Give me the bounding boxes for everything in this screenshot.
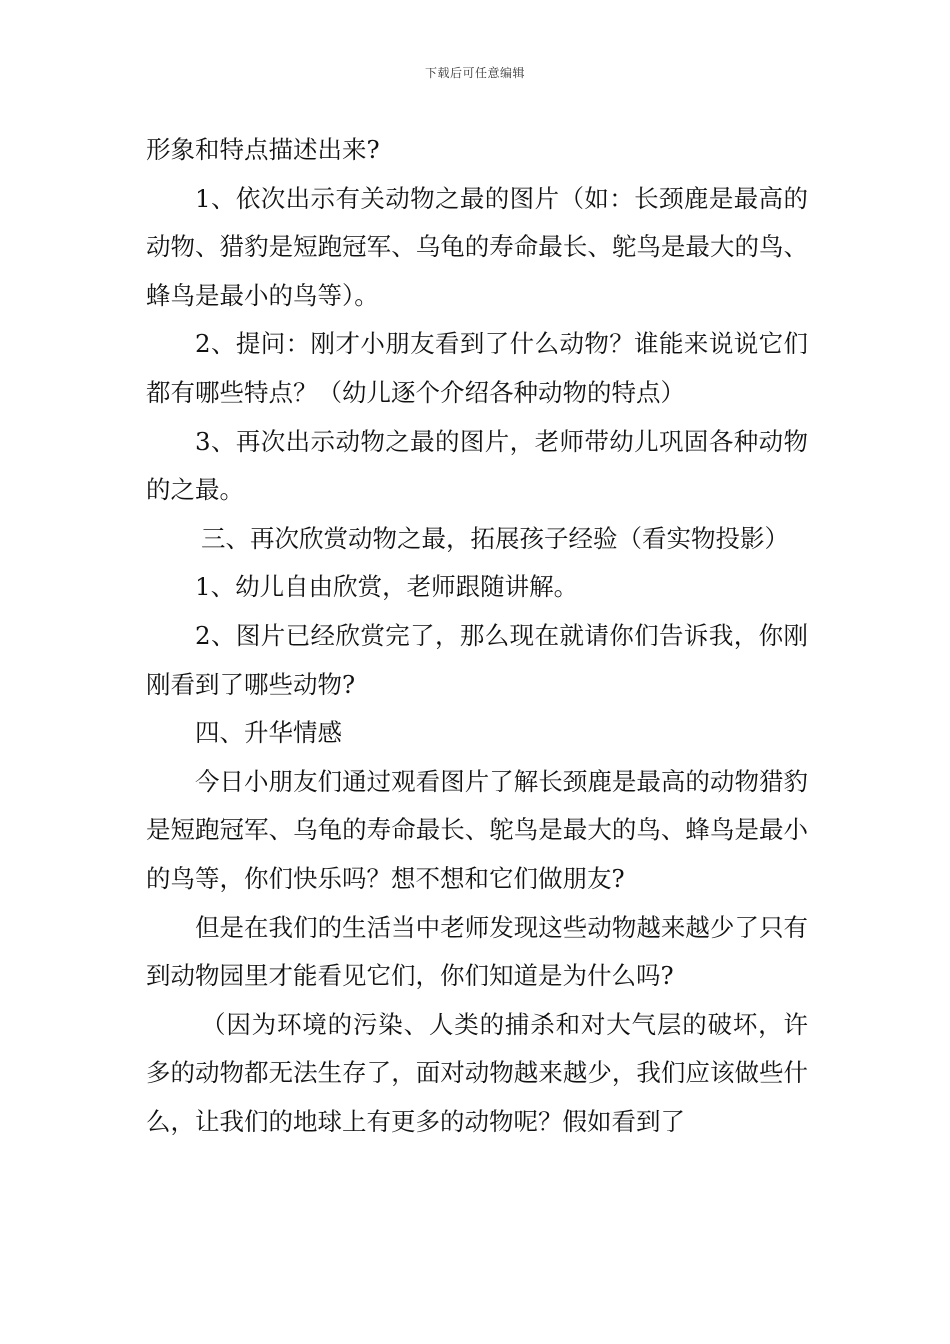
section-heading-3: 三、再次欣赏动物之最，拓展孩子经验（看实物投影） [201,523,789,553]
paragraph-step-3: 3、再次出示动物之最的图片，老师带幼儿巩固各种动物的之最。 [146,426,808,505]
paragraph-section3-step-2: 2、图片已经欣赏完了，那么现在就请你们告诉我，你刚刚看到了哪些动物? [146,620,808,699]
page-header: 下载后可任意编辑 [424,66,525,80]
paragraph-explanation: （因为环境的污染、人类的捕杀和对大气层的破坏，许多的动物都无法生存了，面对动物越来越少，我们应该做些什么，让我们的地球上有更多的动物呢？假如看到了 [146,1009,808,1136]
paragraph-step-1: 1、依次出示有关动物之最的图片（如：长颈鹿是最高的动物、猎豹是短跑冠军、乌龟的寿命最长、鸵鸟是最大的鸟、蜂鸟是最小的鸟等）。 [146,183,808,310]
paragraph-question: 但是在我们的生活当中老师发现这些动物越来越少了只有到动物园里才能看见它们，你们知道是为什么吗? [146,912,808,991]
paragraph-step-2: 2、提问：刚才小朋友看到了什么动物？谁能来说说它们都有哪些特点？（幼儿逐个介绍各种动物的特点） [146,329,808,407]
paragraph-section3-step-1: 1、幼儿自由欣赏，老师跟随讲解。 [195,572,579,602]
section-heading-4: 四、升华情感 [195,718,342,748]
document-body [146,126,808,1146]
paragraph-continuation: 形象和特点描述出来? [146,135,380,164]
paragraph-summary: 今日小朋友们通过观看图片了解长颈鹿是最高的动物猎豹是短跑冠军、乌龟的寿命最长、鸵鸟是最大的鸟、蜂鸟是最小的鸟等，你们快乐吗？想不想和它们做朋友? [146,766,808,893]
